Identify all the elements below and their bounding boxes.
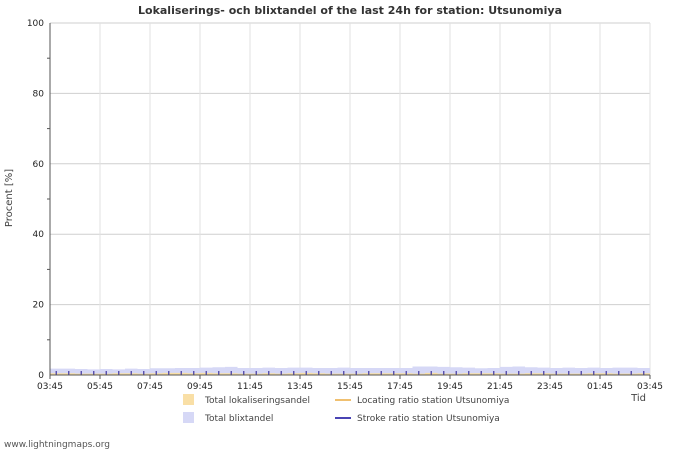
x-tick-label: 09:45	[187, 382, 213, 392]
y-tick-labels	[27, 19, 44, 381]
legend-swatch	[183, 394, 194, 405]
y-tick-label: 0	[38, 371, 44, 381]
x-tick-labels	[37, 382, 663, 392]
chart-title: Lokaliserings- och blixtandel of the last 24h for station: Utsunomiya	[138, 4, 562, 17]
legend	[183, 394, 509, 424]
y-tick-label: 60	[32, 159, 44, 170]
x-tick-label: 15:45	[337, 382, 363, 392]
x-tick-label: 19:45	[437, 382, 463, 392]
legend-swatch	[183, 412, 194, 423]
x-tick-label: 03:45	[637, 382, 663, 392]
y-tick-label: 40	[32, 230, 44, 241]
legend-label: Stroke ratio station Utsunomiya	[357, 414, 500, 424]
y-tick-label: 80	[32, 89, 44, 100]
legend-label: Total lokaliseringsandel	[205, 396, 310, 406]
x-tick-label: 17:45	[387, 382, 413, 392]
legend-label: Total blixtandel	[205, 414, 274, 424]
source-link[interactable]: www.lightningmaps.org	[4, 440, 110, 450]
x-tick-label: 21:45	[487, 382, 513, 392]
y-tick-label: 20	[32, 300, 44, 311]
x-tick-label: 13:45	[287, 382, 313, 392]
y-tick-label: 100	[26, 19, 44, 29]
x-axis-label: Tid	[631, 393, 646, 404]
x-tick-label: 07:45	[137, 382, 163, 392]
x-tick-label: 11:45	[237, 382, 263, 392]
y-axis-label: Procent [%]	[4, 168, 15, 228]
x-tick-label: 05:45	[87, 382, 113, 392]
x-tick-label: 23:45	[537, 382, 563, 392]
x-tick-label: 03:45	[37, 382, 63, 392]
x-tick-label: 01:45	[587, 382, 613, 392]
legend-label: Locating ratio station Utsunomiya	[357, 396, 510, 406]
